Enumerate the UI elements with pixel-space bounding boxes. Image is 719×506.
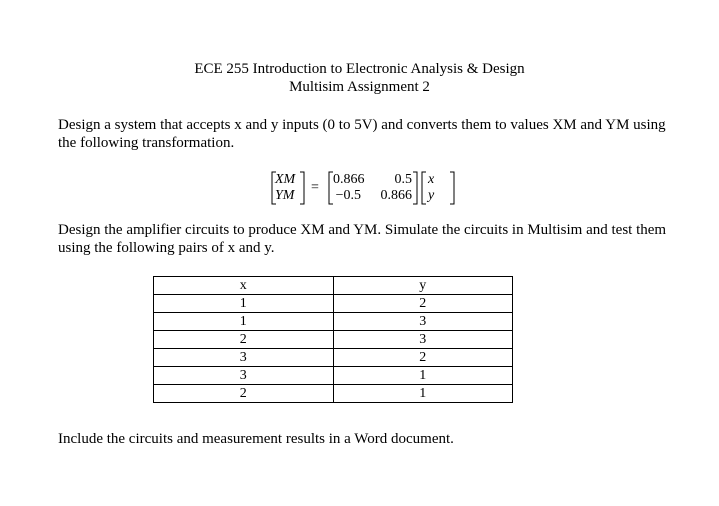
cell-x: 1 [154,313,334,331]
table-row [154,349,513,367]
test-pairs-table [153,276,513,403]
cell-y: 3 [333,331,513,349]
m21: −0.5 [335,188,361,203]
matrix-col-2 [372,172,412,204]
intro-paragraph: Design a system that accepts x and y inputs (0 to 5V) and converts them to values XM and YM using the following transformation. [58,117,666,151]
cell-x: 2 [154,331,334,349]
m22: 0.866 [380,188,412,203]
assignment-title: Multisim Assignment 2 [289,79,430,95]
matrix-col-1 [333,172,365,204]
table-row [154,295,513,313]
cell-y: 2 [333,295,513,313]
table-header-row [154,277,513,295]
cell-y: 3 [333,313,513,331]
lhs-vector [275,172,295,204]
table-row [154,385,513,403]
header-y: y [333,277,513,295]
cell-x: 1 [154,295,334,313]
cell-y: 1 [333,385,513,403]
matrix-brackets [270,170,470,206]
cell-x: 3 [154,367,334,385]
closing-paragraph: Include the circuits and measurement results in a Word document. [58,431,454,447]
cell-y: 1 [333,367,513,385]
transformation-equation [270,170,470,206]
table-row [154,331,513,349]
rhs-vector [428,172,434,204]
m11: 0.866 [333,172,365,187]
lhs-xm: XM [275,172,296,187]
header-x: x [154,277,334,295]
cell-x: 3 [154,349,334,367]
table-row [154,367,513,385]
m12: 0.5 [394,172,412,187]
rhs-y: y [428,188,435,203]
instructions-paragraph: Design the amplifier circuits to produce XM and YM. Simulate the circuits in Multisim and test them using the following pairs of x and y. [58,222,667,256]
cell-y: 2 [333,349,513,367]
equals-sign: = [311,180,319,195]
rhs-x: x [428,172,435,187]
cell-x: 2 [154,385,334,403]
table-row [154,313,513,331]
course-title: ECE 255 Introduction to Electronic Analysis & Design [194,61,525,77]
lhs-ym: YM [275,188,295,203]
